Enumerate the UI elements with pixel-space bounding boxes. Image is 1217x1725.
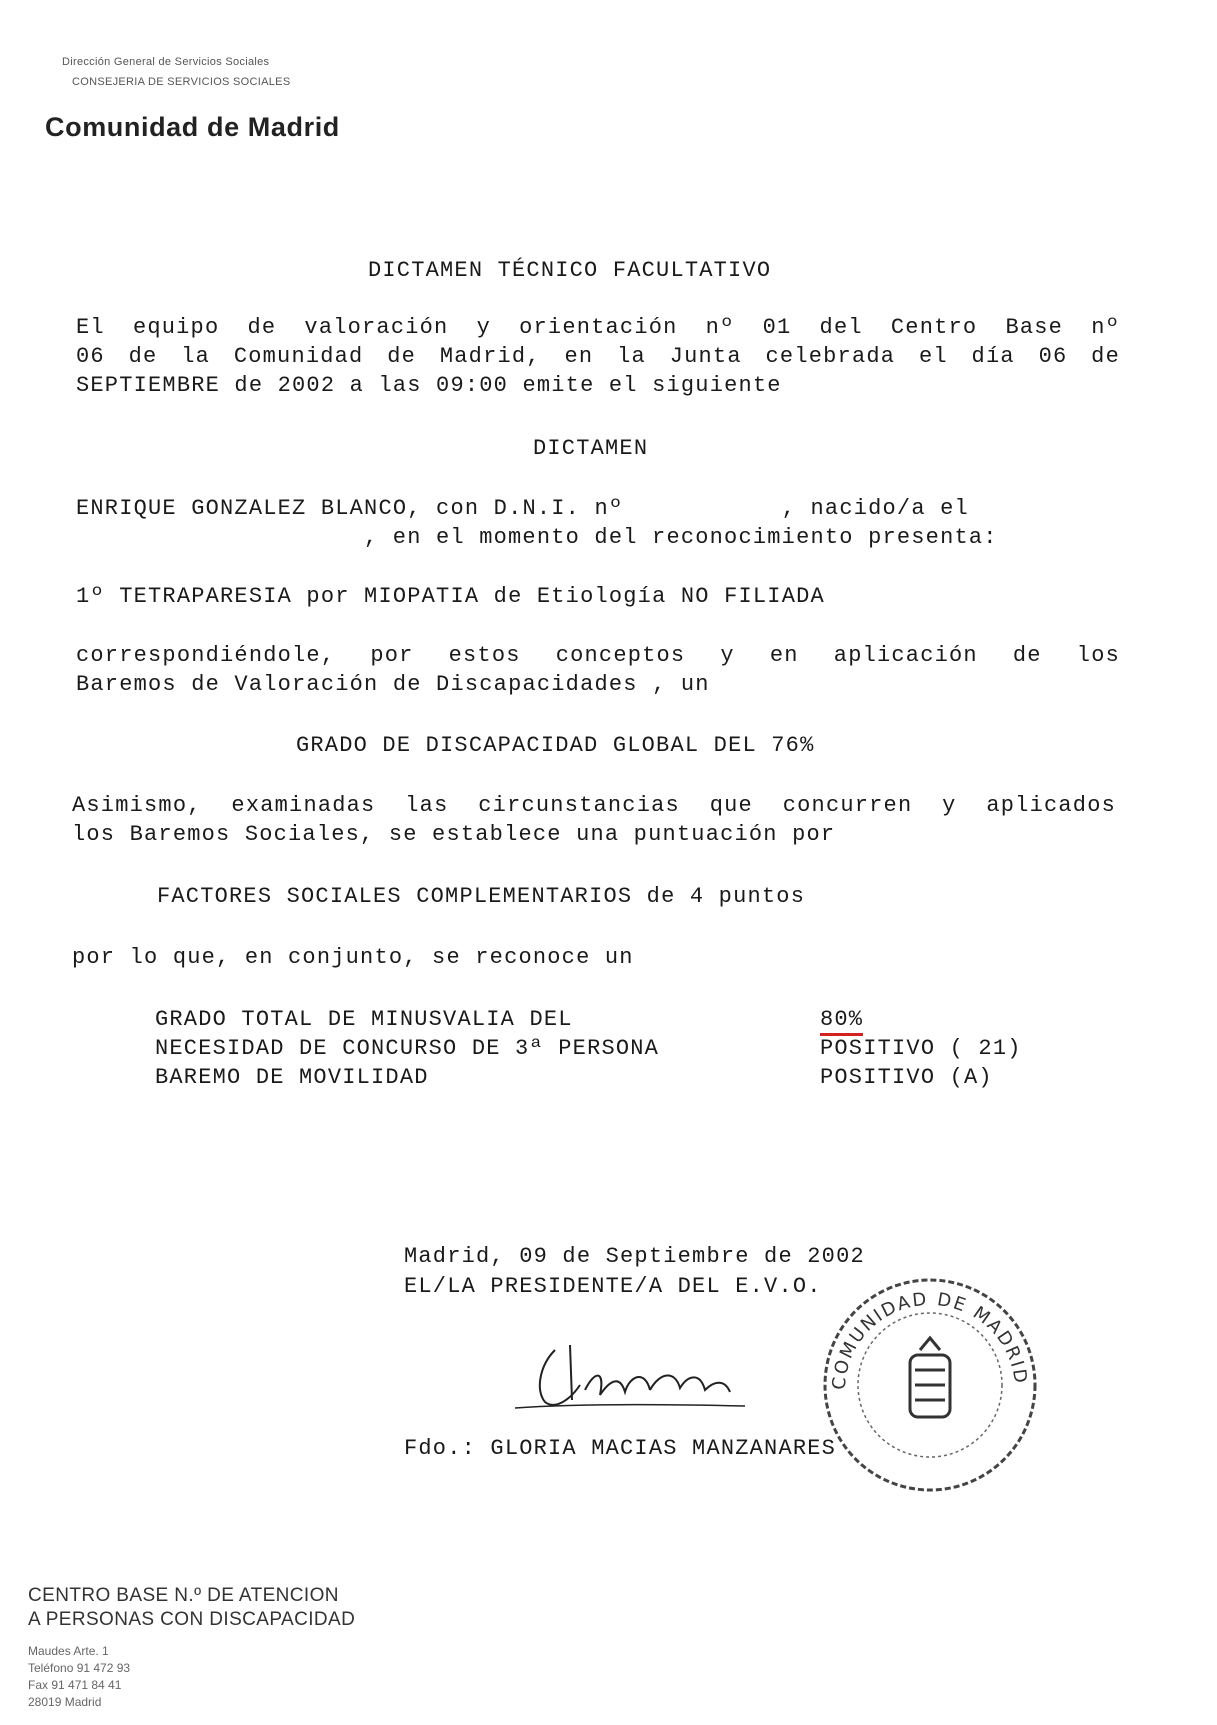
corr-line-1: correspondiéndole, por estos conceptos y en aplicación de los [76,643,1120,668]
result-value-total: 80% [820,1007,863,1036]
official-seal-icon [810,1260,1050,1500]
result-value-mobility: POSITIVO (A) [820,1065,993,1090]
person-line-1: ENRIQUE GONZALEZ BLANCO, con D.N.I. nº , nacido/a el [76,496,969,521]
intro-line-1: El equipo de valoración y orientación nº 01 del Centro Base nº [76,315,1120,340]
footer-address-line: Maudes Arte. 1 [28,1644,109,1658]
signature-image [510,1330,780,1420]
footer-center-line-2: A PERSONAS CON DISCAPACIDAD [28,1609,356,1630]
global-grade: GRADO DE DISCAPACIDAD GLOBAL DEL 76% [296,733,815,758]
diagnosis-line: 1º TETRAPARESIA por MIOPATIA de Etiología NO FILIADA [76,584,825,609]
social-factors: FACTORES SOCIALES COMPLEMENTARIOS de 4 puntos [157,884,806,909]
asimismo-line-2: los Baremos Sociales, se establece una puntuación por [72,822,836,847]
asimismo-line-1: Asimismo, examinadas las circunstancias que concurren y aplicados [72,793,1116,818]
result-label-total: GRADO TOTAL DE MINUSVALIA DEL [155,1007,573,1032]
conjunto-line: por lo que, en conjunto, se reconoce un [72,945,634,970]
corr-line-2: Baremos de Valoración de Discapacidades , un [76,672,710,697]
header-organization: Comunidad de Madrid [45,112,340,142]
header-directorate: Dirección General de Servicios Sociales [62,56,270,68]
place-date: Madrid, 09 de Septiembre de 2002 [404,1244,865,1269]
footer-address [28,1643,130,1711]
footer-city-line: 28019 Madrid [28,1695,102,1709]
footer-phone-line: Teléfono 91 472 93 [28,1661,131,1675]
result-value-third-person: POSITIVO ( 21) [820,1036,1022,1061]
result-label-mobility: BAREMO DE MOVILIDAD [155,1065,429,1090]
intro-line-2: 06 de la Comunidad de Madrid, en la Junta celebrada el día 06 de [76,344,1120,369]
result-label-third-person: NECESIDAD DE CONCURSO DE 3ª PERSONA [155,1036,660,1061]
footer-center-line-1: CENTRO BASE N.º DE ATENCION [28,1585,339,1606]
signed-by: Fdo.: GLORIA MACIAS MANZANARES [404,1436,837,1461]
header-department: CONSEJERIA DE SERVICIOS SOCIALES [72,76,291,88]
document-title: DICTAMEN TÉCNICO FACULTATIVO [368,258,772,283]
president-line: EL/LA PRESIDENTE/A DEL E.V.O. [404,1274,822,1299]
footer-fax-line: Fax 91 471 84 41 [28,1678,122,1692]
person-line-2: , en el momento del reconocimiento presenta: [364,525,998,550]
intro-line-3: SEPTIEMBRE de 2002 a las 09:00 emite el siguiente [76,373,782,398]
stamp-text: COMUNIDAD DE MADRID [828,1288,1032,1391]
dictamen-heading: DICTAMEN [533,436,649,461]
